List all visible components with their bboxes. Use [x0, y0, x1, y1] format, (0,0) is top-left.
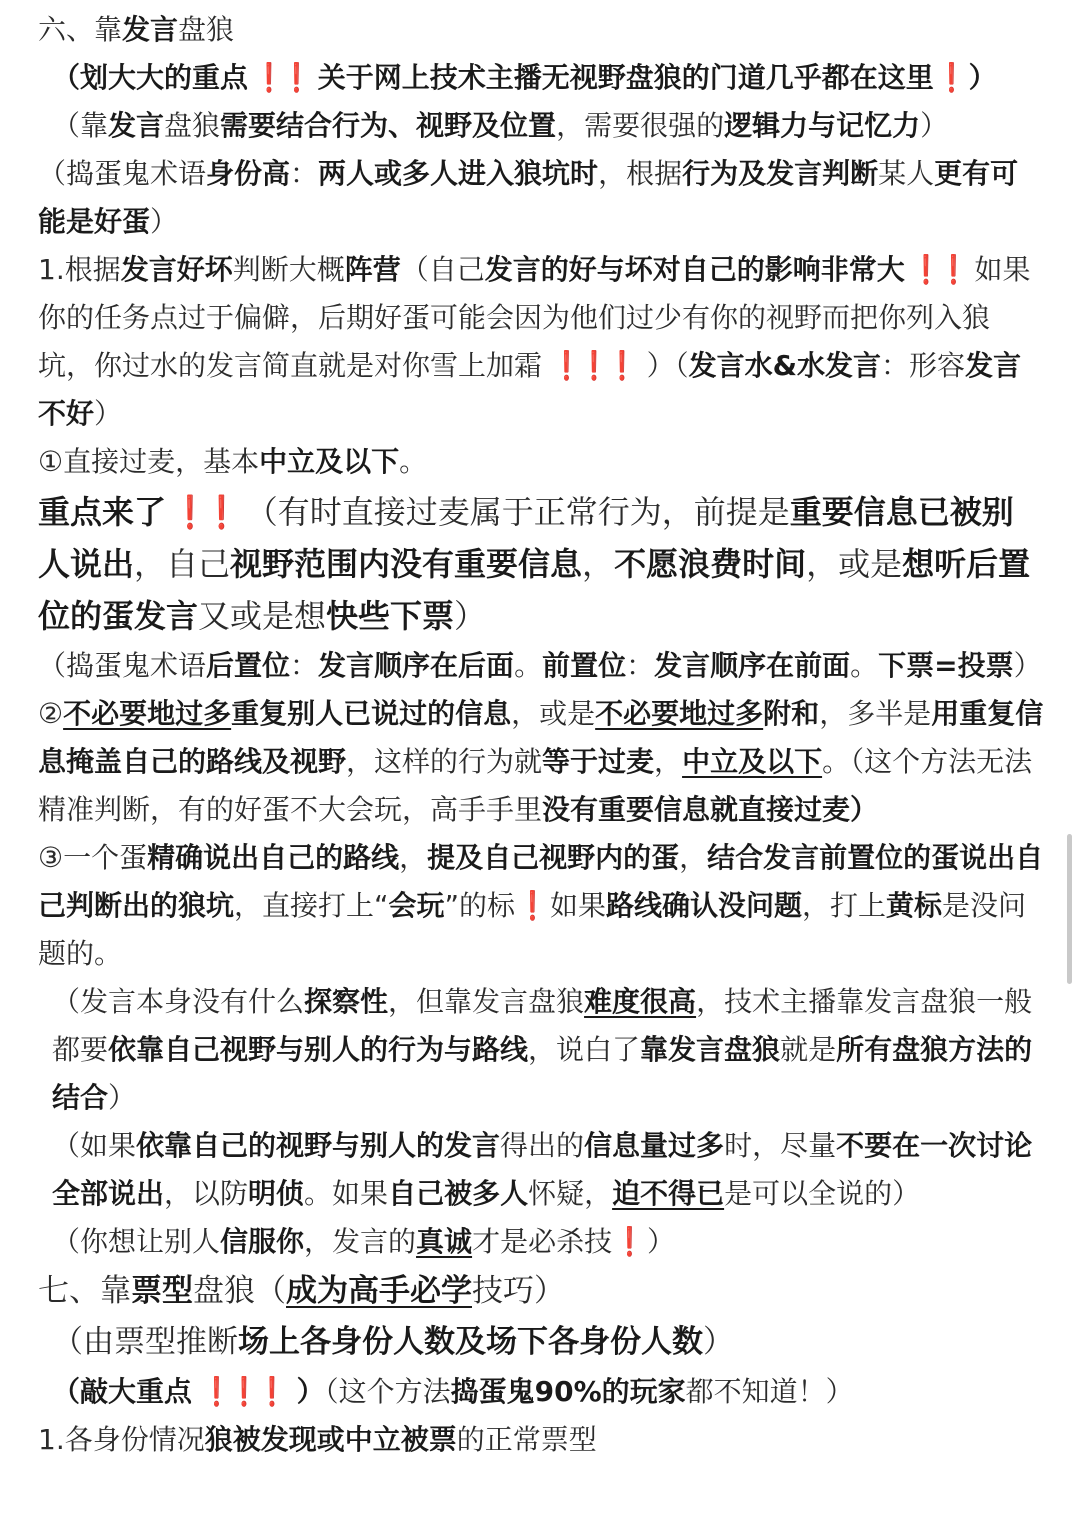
- text-span: 两人或多人进入狼坑时: [318, 157, 599, 190]
- text-span: 重复别人已说过的信息: [231, 697, 512, 730]
- paragraph: [38, 486, 1044, 642]
- paragraph: [38, 150, 1044, 246]
- text-span: 场上各身份人数及场下各身份人数: [238, 1324, 703, 1360]
- text-span: ，打上: [801, 889, 886, 922]
- text-span: 精确说出自己的路线: [147, 841, 400, 874]
- text-span: 发言: [108, 109, 165, 142]
- paragraph: [38, 690, 1044, 834]
- text-span: 发言顺序在前面: [654, 649, 851, 682]
- text-span: 会玩: [388, 889, 445, 922]
- text-span: 前置位: [542, 649, 627, 682]
- text-span: 又或是想: [198, 597, 327, 635]
- text-span: 发言好坏: [120, 253, 233, 286]
- text-span: 技巧）: [472, 1273, 565, 1309]
- text-span: 没有重要信息就直接过麦: [542, 793, 851, 826]
- text-span: 发言: [122, 13, 179, 46]
- text-span: ）: [1013, 649, 1042, 682]
- exclamation-icon: ❗: [518, 889, 547, 922]
- text-span: 是没问题的。: [38, 889, 1027, 970]
- text-span: 。: [850, 649, 879, 682]
- paragraph: [38, 246, 1044, 438]
- text-span: ）: [296, 1375, 325, 1408]
- text-span: （这个方法: [324, 1375, 451, 1408]
- text-span: ，自己: [134, 545, 231, 583]
- text-span: 路线确认没问题: [605, 889, 802, 922]
- exclamation-icon: ❗❗: [254, 61, 311, 94]
- text-span: 盘狼: [164, 109, 221, 142]
- text-span: ，这样的行为就: [346, 745, 543, 778]
- text-span: 想听后置位的蛋发言: [38, 545, 1031, 635]
- text-span: 怀疑，: [528, 1177, 613, 1210]
- text-span: 捣蛋鬼90%的玩家: [450, 1375, 686, 1408]
- text-span: 下票=投票: [878, 649, 1014, 682]
- text-span: 难度很高: [584, 985, 697, 1018]
- text-span: 发言不好: [38, 349, 1022, 430]
- text-span: ，: [679, 841, 708, 874]
- text-span: 提及自己视野内的蛋: [427, 841, 680, 874]
- text-span: ：: [626, 649, 655, 682]
- text-span: 才是必杀技: [472, 1225, 613, 1258]
- paragraph: [38, 438, 1044, 486]
- text-span: ）: [454, 597, 487, 635]
- text-span: ，: [399, 841, 428, 874]
- text-span: 等于过麦: [542, 745, 655, 778]
- text-span: ：形容: [881, 349, 966, 382]
- text-span: 自己被多人: [388, 1177, 529, 1210]
- text-span: 狼被发现或中立被票: [204, 1423, 457, 1456]
- text-span: ）: [968, 61, 997, 94]
- text-span: ①直接过麦，基本: [38, 445, 260, 478]
- paragraph: [38, 1266, 1044, 1317]
- text-span: （划大大的重点: [52, 61, 249, 94]
- text-span: ，多半是: [819, 697, 932, 730]
- text-span: 附和: [763, 697, 820, 730]
- text-span: （自己: [400, 253, 485, 286]
- text-span: 。如果: [304, 1177, 389, 1210]
- text-span: 成为高手必学: [286, 1273, 472, 1309]
- text-span: 的正常票型: [456, 1423, 597, 1456]
- text-span: 关于网上技术主播无视野盘狼的门道几乎都在这里: [317, 61, 934, 94]
- paragraph: [38, 1368, 1044, 1416]
- text-span: 是可以全说的）: [724, 1177, 921, 1210]
- text-span: 票型: [131, 1273, 193, 1309]
- text-span: 行为及发言判断: [682, 157, 879, 190]
- text-span: ）: [108, 1081, 137, 1114]
- text-span: （由票型推断: [52, 1324, 238, 1360]
- text-span: ：: [290, 649, 319, 682]
- text-span: ③一个蛋: [38, 841, 148, 874]
- text-span: 发言水&水发言: [688, 349, 882, 382]
- text-span: 。（这个方法无法精准判断，有的好蛋不大会玩，高手手里: [38, 745, 1033, 826]
- text-span: ）（: [646, 349, 689, 382]
- text-span: （发言本身没有什么: [52, 985, 305, 1018]
- text-span: 七、靠: [38, 1273, 131, 1309]
- text-span: 都不知道！）: [685, 1375, 854, 1408]
- paragraph: [38, 1416, 1044, 1464]
- text-span: （如果: [52, 1129, 137, 1162]
- exclamation-icon: ❗❗❗: [552, 349, 637, 382]
- text-span: （捣蛋鬼术语: [38, 157, 207, 190]
- text-span: ，技术主播靠发言盘狼一般都要: [52, 985, 1033, 1066]
- text-span: ：: [290, 157, 319, 190]
- text-span: 不要在一次讨论全部说出: [52, 1129, 1033, 1210]
- text-span: 1.各身份情况: [38, 1423, 205, 1456]
- text-span: ）: [920, 109, 949, 142]
- text-span: 重点来了: [38, 493, 167, 531]
- text-span: 得出的: [500, 1129, 585, 1162]
- text-span: 靠发言盘狼: [640, 1033, 781, 1066]
- text-span: ，: [582, 545, 615, 583]
- text-span: 身份高: [206, 157, 291, 190]
- text-span: 依靠自己视野与别人的行为与路线: [108, 1033, 529, 1066]
- text-span: ）: [703, 1324, 734, 1360]
- text-span: ）: [94, 397, 123, 430]
- exclamation-icon: ❗❗: [173, 493, 238, 531]
- text-span: ，直接打上“: [234, 889, 389, 922]
- paragraph: [38, 1122, 1044, 1218]
- text-span: ，发言的: [304, 1225, 417, 1258]
- text-span: ，或是: [806, 545, 903, 583]
- text-span: ，以防: [164, 1177, 249, 1210]
- paragraph: [38, 834, 1044, 978]
- paragraph: [38, 102, 1044, 150]
- text-span: 快些下票: [326, 597, 455, 635]
- text-span: 依靠自己的视野与别人的发言: [136, 1129, 501, 1162]
- text-span: 黄标: [885, 889, 942, 922]
- paragraph: [38, 1317, 1044, 1368]
- paragraph: [38, 1218, 1044, 1266]
- text-span: （你想让别人: [52, 1225, 221, 1258]
- text-span: 信息量过多: [584, 1129, 725, 1162]
- text-span: ，根据: [598, 157, 683, 190]
- text-span: （捣蛋鬼术语: [38, 649, 207, 682]
- text-span: 时，尽量: [724, 1129, 837, 1162]
- text-span: 迫不得已: [612, 1177, 725, 1210]
- scrollbar[interactable]: [1067, 834, 1072, 984]
- text-span: 明侦: [248, 1177, 305, 1210]
- text-span: 逻辑力与记忆力: [724, 109, 921, 142]
- exclamation-icon: ❗❗: [911, 253, 968, 286]
- text-span: 1.根据: [38, 253, 121, 286]
- text-span: 如果你的任务点过于偏僻，后期好蛋可能会因为他们过少有你的视野而把你列入狼坑，你过水的发言简直就是对你雪上加霜: [38, 253, 1031, 382]
- paragraph: [38, 54, 1044, 102]
- text-span: ②: [38, 697, 64, 730]
- text-span: 视野范围内没有重要信息: [230, 545, 583, 583]
- text-span: 发言的好与坏对自己的影响非常大: [484, 253, 905, 286]
- text-span: 需要结合行为、视野及位置: [220, 109, 557, 142]
- text-span: ，但靠发言盘狼: [388, 985, 585, 1018]
- text-span: 阵营: [344, 253, 401, 286]
- text-span: 某人: [878, 157, 935, 190]
- text-span: 探察性: [304, 985, 389, 1018]
- text-span: 盘狼: [178, 13, 235, 46]
- text-span: ”的标: [444, 889, 516, 922]
- text-span: 信服你: [220, 1225, 305, 1258]
- exclamation-icon: ❗: [615, 1225, 644, 1258]
- text-span: 。: [399, 445, 428, 478]
- text-span: ）: [150, 205, 179, 238]
- text-span: （有时直接过麦属于正常行为，前提是: [245, 493, 790, 531]
- text-span: （靠: [52, 109, 109, 142]
- text-span: 中立及以下: [682, 745, 823, 778]
- text-span: 。: [514, 649, 543, 682]
- text-span: 盘狼（: [193, 1273, 286, 1309]
- paragraph: [38, 978, 1044, 1122]
- text-span: 不愿浪费时间: [614, 545, 807, 583]
- exclamation-icon: ❗: [937, 61, 966, 94]
- text-span: 更有可能是好蛋: [38, 157, 1019, 238]
- text-span: 中立及以下: [259, 445, 400, 478]
- text-span: ，需要很强的: [556, 109, 725, 142]
- text-span: ，或是: [511, 697, 596, 730]
- paragraph: [38, 6, 1044, 54]
- text-span: 判断大概: [232, 253, 345, 286]
- text-span: 所有盘狼方法的结合: [52, 1033, 1033, 1114]
- exclamation-icon: ❗❗❗: [202, 1375, 287, 1408]
- text-span: 结合发言前置位的蛋说出自己判断出的狼坑: [38, 841, 1044, 922]
- text-span: 发言顺序在后面: [318, 649, 515, 682]
- text-span: ）: [646, 1225, 675, 1258]
- text-span: ，: [654, 745, 683, 778]
- text-span: （敲大重点: [52, 1375, 193, 1408]
- text-span: 用重复信息掩盖自己的路线及视野: [38, 697, 1044, 778]
- text-span: 如果: [549, 889, 606, 922]
- text-span: ）: [850, 793, 879, 826]
- text-span: 不必要地过多: [595, 697, 764, 730]
- text-span: 重要信息已被别人说出: [38, 493, 1014, 583]
- text-span: 就是: [780, 1033, 837, 1066]
- text-span: 后置位: [206, 649, 291, 682]
- text-span: 真诚: [416, 1225, 473, 1258]
- text-span: 六、靠: [38, 13, 123, 46]
- text-span: ，说白了: [528, 1033, 641, 1066]
- paragraph: [38, 642, 1044, 690]
- text-span: 不必要地过多: [63, 697, 232, 730]
